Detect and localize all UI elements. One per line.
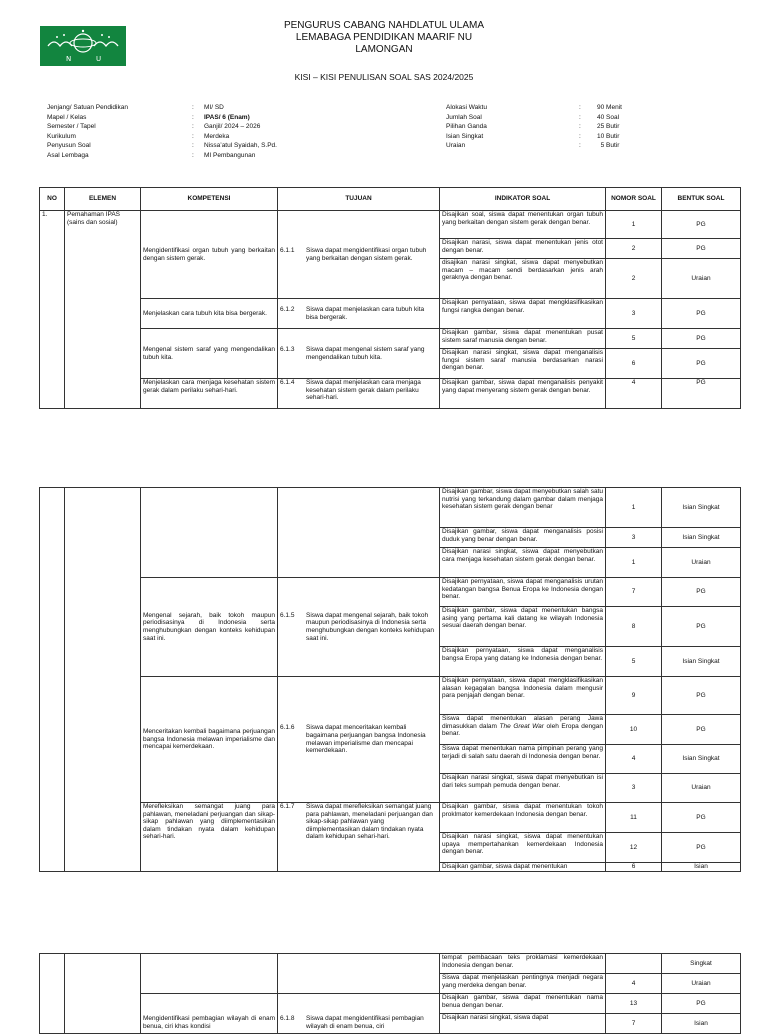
info-row: Penyusun Soal : Nissa’atul Syaidah, S.Pd. xyxy=(47,142,277,150)
table-row xyxy=(40,211,741,239)
indikator-cell: Disajikan pernyataan, siswa dapat menganalisis urutan kedatangan bangsa Benua Eropa ke Indonesia dengan benar. xyxy=(440,578,606,607)
col-header-bentuk: BENTUK SOAL xyxy=(662,188,741,211)
info-row: Alokasi Waktu : 90 Menit xyxy=(446,104,622,111)
col-header-elemen: ELEMEN xyxy=(65,188,141,211)
indikator-cell: disajikan narasi singkat, siswa dapat menyebutkan macam – macam sendi berdasarkan jenis arah geraknya dengan benar. xyxy=(440,259,606,299)
tujuan-cell: 6.1.3 Siswa dapat mengenal sistem saraf yang mengendalikan tubuh kita. xyxy=(278,329,440,379)
table-row xyxy=(40,994,741,1014)
bentuk-cell: Uraian xyxy=(662,548,741,578)
bentuk-cell: PG xyxy=(662,677,741,715)
indikator-cell: Disajikan gambar, siswa dapat menganalisis posisi duduk yang benar dengan benar. xyxy=(440,528,606,548)
col-header-kompetensi: KOMPETENSI xyxy=(141,188,278,211)
nomor-cell: 7 xyxy=(606,1014,662,1034)
bentuk-cell: PG xyxy=(662,715,741,745)
nomor-cell: 3 xyxy=(606,299,662,329)
kompetensi-cell: Mengidentifikasi organ tubuh yang berkaitan dengan sistem gerak. xyxy=(141,211,278,299)
info-row: Asal Lembaga : MI Pembangunan xyxy=(47,151,256,159)
table-row xyxy=(40,578,741,607)
table-row xyxy=(40,329,741,349)
kompetensi-cell: Mengenal sejarah, baik tokoh maupun periodisasinya di Indonesia serta menghubungkan dengan konteks kehidupan saat ini. xyxy=(141,578,278,677)
nomor-cell: 1 xyxy=(606,211,662,239)
bentuk-cell: PG xyxy=(662,833,741,863)
nomor-cell: 5 xyxy=(606,647,662,677)
bentuk-cell: Isian Singkat xyxy=(662,647,741,677)
nomor-cell: 13 xyxy=(606,994,662,1014)
table-row xyxy=(40,803,741,833)
indikator-cell: Disajikan gambar, siswa dapat menentukan bangsa asing yang pertama kali datang ke wilayah Indonesia sesuai daerah dengan benar. xyxy=(440,607,606,647)
indikator-cell: Disajikan gambar, siswa dapat menyebutkan salah satu nutrisi yang terkandung dalam gambar dalam menjaga kesehatan sistem gerak dengan benar xyxy=(440,488,606,528)
bentuk-cell: PG xyxy=(662,578,741,607)
info-row: Jenjang/ Satuan Pendidikan : MI/ SD xyxy=(47,104,224,111)
tujuan-cell: 6.1.4 Siswa dapat menjelaskan cara menjaga kesehatan sistem gerak dalam perilaku sehari-hari. xyxy=(278,379,440,409)
info-row: Kurikulum : Merdeka xyxy=(47,132,230,140)
kompetensi-cell: Mengenal sistem saraf yang mengendalikan tubuh kita. xyxy=(141,329,278,379)
city-name: LAMONGAN xyxy=(355,44,413,55)
tujuan-cell xyxy=(278,954,440,994)
bentuk-cell: Singkat xyxy=(662,954,741,974)
kisi-table-page-3 xyxy=(39,953,741,1034)
info-row: Semester / Tapel : Ganjil/ 2024 – 2026 xyxy=(47,123,261,131)
bentuk-cell: PG xyxy=(662,299,741,329)
indikator-cell: Disajikan narasi singkat, siswa dapat menyebutkan isi dari teks sumpah pemuda dengan benar. xyxy=(440,774,606,803)
tujuan-cell: 6.1.8 Siswa dapat mengidentifikasi pembagian wilayah di enam benua, ciri xyxy=(278,994,440,1034)
svg-text:U: U xyxy=(96,55,102,63)
kisi-table-page-2 xyxy=(39,487,741,872)
indikator-cell: Disajikan soal, siswa dapat menentukan organ tubuh yang berkaitan dengan sistem gerak dengan benar. xyxy=(440,211,606,239)
indikator-cell: Disajikan gambar, siswa dapat menentukan nama benua dengan benar. xyxy=(440,994,606,1014)
table-row xyxy=(40,488,741,528)
nomor-cell: 2 xyxy=(606,239,662,259)
institution-name: LEMABAGA PENDIDIKAN MAARIF NU xyxy=(295,32,473,43)
kompetensi-cell: Merefleksikan semangat juang para pahlawan, meneladani perjuangan dan sikap-sikap pahlawan yang diimplementasikan dalam tindakan nyata dalam kehidupan sehari-hari. xyxy=(141,803,278,872)
bentuk-cell: PG xyxy=(662,349,741,379)
nomor-cell: 4 xyxy=(606,379,662,409)
indikator-cell: Siswa dapat menentukan nama pimpinan perang yang terjadi di salah satu daerah di Indonesia dengan benar. xyxy=(440,745,606,774)
bentuk-cell: PG xyxy=(662,239,741,259)
table-row xyxy=(40,954,741,974)
indikator-cell: tempat pembacaan teks proklamasi kemerdekaan Indonesia dengan benar. xyxy=(440,954,606,974)
indikator-cell: Disajikan narasi singkat, siswa dapat xyxy=(440,1014,606,1034)
info-row: Isian Singkat : 10 Butir xyxy=(446,132,620,140)
info-row: Uraian : 5 Butir xyxy=(446,142,620,150)
nu-emblem-icon xyxy=(40,26,126,66)
nomor-cell: 8 xyxy=(606,607,662,647)
nomor-cell: 11 xyxy=(606,803,662,833)
bentuk-cell: Isian xyxy=(662,863,741,872)
nomor-cell: 1 xyxy=(606,548,662,578)
kisi-table-page-1 xyxy=(39,187,741,409)
bentuk-cell: PG xyxy=(662,607,741,647)
indikator-cell: Disajikan narasi singkat, siswa dapat menyebutkan cara menjaga kesehatan sistem gerak dengan benar. xyxy=(440,548,606,578)
elemen-cell xyxy=(65,488,141,872)
indikator-cell: Disajikan narasi singkat, siswa dapat menentukan upaya mempertahankan kemerdekaan Indonesia dengan benar. xyxy=(440,833,606,863)
letterhead xyxy=(234,20,534,56)
indikator-cell: Disajikan gambar, siswa dapat menganalisis penyakit yang dapat menyerang sistem gerak dengan benar. xyxy=(440,379,606,409)
row-number: 1. xyxy=(40,211,65,409)
bentuk-cell: PG xyxy=(662,994,741,1014)
indikator-cell: Siswa dapat menentukan alasan perang Jawa dimasukkan dalam The Great War oleh Eropa dengan benar. xyxy=(440,715,606,745)
bentuk-cell: Isian Singkat xyxy=(662,745,741,774)
page-3-clip xyxy=(0,953,768,1030)
bentuk-cell: Uraian xyxy=(662,259,741,299)
col-header-indikator: INDIKATOR SOAL xyxy=(440,188,606,211)
tujuan-cell: 6.1.1 Siswa dapat mengidentifikasi organ tubuh yang berkaitan dengan sistem gerak. xyxy=(278,211,440,299)
table-row xyxy=(40,677,741,715)
indikator-cell: Disajikan pernyataan, siswa dapat menganalisis bangsa Eropa yang datang ke Indonesia dengan benar. xyxy=(440,647,606,677)
bentuk-cell: PG xyxy=(662,803,741,833)
indikator-cell: Disajikan gambar, siswa dapat menentukan pusat sistem saraf manusia dengan benar. xyxy=(440,329,606,349)
nomor-cell: 7 xyxy=(606,578,662,607)
kompetensi-cell: Menjelaskan cara menjaga kesehatan sistem gerak dalam perilaku sehari-hari. xyxy=(141,379,278,409)
kompetensi-cell xyxy=(141,488,278,578)
document-title: KISI – KISI PENULISAN SOAL SAS 2024/2025 xyxy=(294,72,474,82)
indikator-cell: Disajikan narasi singkat, siswa dapat menganalisis fungsi sistem saraf manusia berdasarkan narasi dengan benar. xyxy=(440,349,606,379)
bentuk-cell: Isian Singkat xyxy=(662,488,741,528)
nomor-cell: 9 xyxy=(606,677,662,715)
indikator-cell: Disajikan gambar, siswa dapat menentukan xyxy=(440,863,606,872)
table-row xyxy=(40,299,741,329)
elemen-cell xyxy=(65,954,141,1034)
kompetensi-cell xyxy=(141,954,278,994)
bentuk-cell: Isian Singkat xyxy=(662,528,741,548)
row-number xyxy=(40,488,65,872)
tujuan-cell xyxy=(278,488,440,578)
nu-logo xyxy=(40,26,126,66)
bentuk-cell: PG xyxy=(662,211,741,239)
nomor-cell: 6 xyxy=(606,863,662,872)
nomor-cell: 2 xyxy=(606,259,662,299)
col-header-tujuan: TUJUAN xyxy=(278,188,440,211)
nomor-cell: 4 xyxy=(606,745,662,774)
indikator-cell: Disajikan narasi, siswa dapat menentukan jenis otot dengan benar. xyxy=(440,239,606,259)
col-header-nomor: NOMOR SOAL xyxy=(606,188,662,211)
info-row: Mapel / Kelas : IPAS/ 6 (Enam) xyxy=(47,113,250,121)
info-row: Pilihan Ganda : 25 Butir xyxy=(446,123,620,131)
tujuan-cell: 6.1.7 Siswa dapat merefleksikan semangat juang para pahlawan, meneladani perjuangan dan sikap-sikap pahlawan yang diimplementasikan dalam tindakan nyata dalam kehidupan sehari-hari. xyxy=(278,803,440,872)
nomor-cell: 1 xyxy=(606,488,662,528)
indikator-cell: Siswa dapat menjelaskan pentingnya menjadi negara yang merdeka dengan benar. xyxy=(440,974,606,994)
bentuk-cell: Uraian xyxy=(662,774,741,803)
svg-text:N: N xyxy=(66,55,72,63)
kompetensi-cell: Mengidentifikasi pembagian wilayah di enam benua, ciri khas kondisi xyxy=(141,994,278,1034)
tujuan-cell: 6.1.2 Siswa dapat menjelaskan cara tubuh kita bisa bergerak. xyxy=(278,299,440,329)
nomor-cell: 6 xyxy=(606,349,662,379)
info-left xyxy=(47,103,277,161)
nomor-cell: 4 xyxy=(606,974,662,994)
kompetensi-cell: Menceritakan kembali bagaimana perjuangan bangsa Indonesia melawan imperialisme dan mencapai kemerdekaan. xyxy=(141,677,278,803)
nomor-cell: 10 xyxy=(606,715,662,745)
bentuk-cell: PG xyxy=(662,379,741,409)
table-header-row xyxy=(40,188,741,211)
nomor-cell: 12 xyxy=(606,833,662,863)
nomor-cell: 3 xyxy=(606,528,662,548)
row-number xyxy=(40,954,65,1034)
indikator-cell: Disajikan gambar, siswa dapat menentukan tokoh proklmator kemerdekaan Indonesia dengan benar. xyxy=(440,803,606,833)
col-header-no: NO xyxy=(40,188,65,211)
nomor-cell: 3 xyxy=(606,774,662,803)
table-row xyxy=(40,379,741,409)
indikator-cell: Disajikan pernyataan, siswa dapat mengklasifikasikan fungsi rangka dengan benar. xyxy=(440,299,606,329)
bentuk-cell: Isian xyxy=(662,1014,741,1034)
org-name: PENGURUS CABANG NAHDLATUL ULAMA xyxy=(283,20,485,31)
nomor-cell: 5 xyxy=(606,329,662,349)
kompetensi-cell: Menjelaskan cara tubuh kita bisa bergerak. xyxy=(141,299,278,329)
bentuk-cell: Uraian xyxy=(662,974,741,994)
info-row: Jumlah Soal : 40 Soal xyxy=(446,113,620,121)
elemen-cell: Pemahaman IPAS (sains dan sosial) xyxy=(65,211,141,409)
nomor-cell xyxy=(606,954,662,974)
tujuan-cell: 6.1.5 Siswa dapat mengenal sejarah, baik tokoh maupun periodisasinya di Indonesia serta menghubungkan dengan konteks kehidupan saat ini. xyxy=(278,578,440,677)
tujuan-cell: 6.1.6 Siswa dapat menceritakan kembali bagaimana perjuangan bangsa Indonesia melawan imperialisme dan mencapai kemerdekaan. xyxy=(278,677,440,803)
indikator-cell: Disajikan pernyataan, siswa dapat mengklasifikasikan alasan kegagalan bangsa Indonesia dalam mengusir para penjajah dengan benar. xyxy=(440,677,606,715)
info-right xyxy=(446,103,622,151)
bentuk-cell: PG xyxy=(662,329,741,349)
